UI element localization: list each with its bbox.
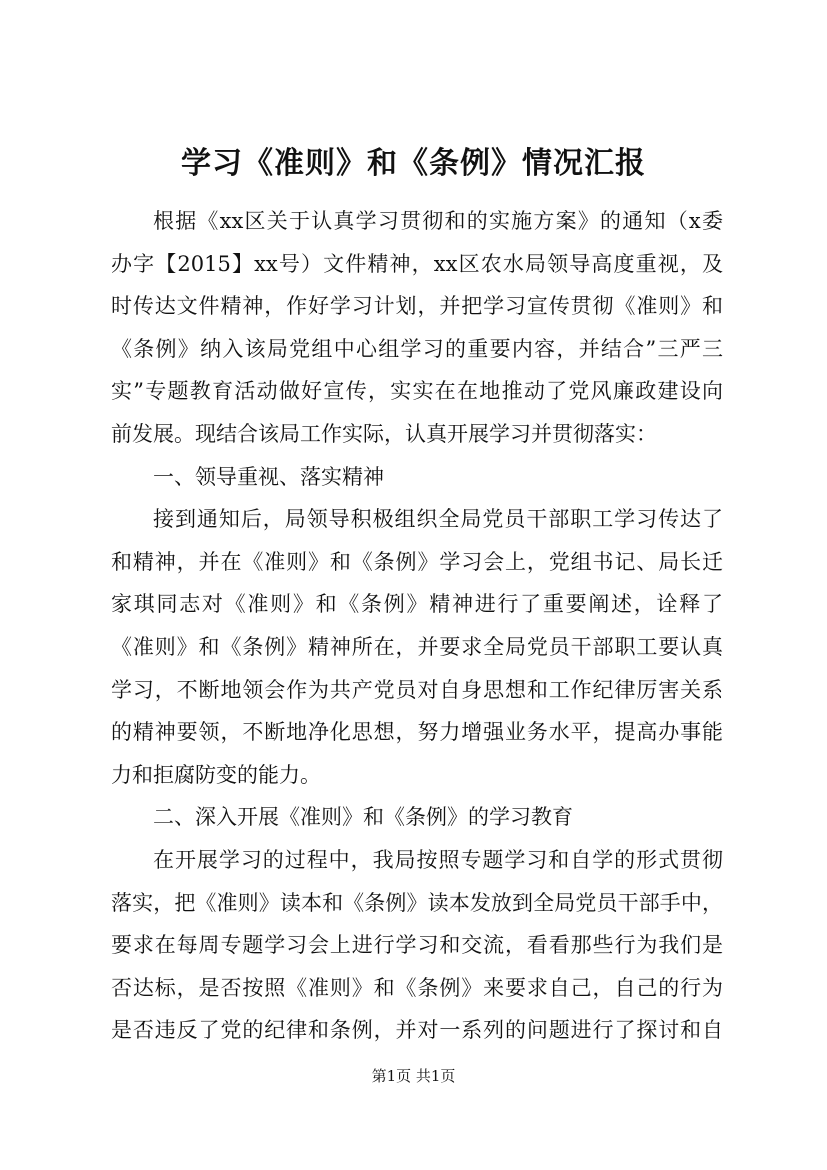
document-title: 学习《准则》和《条例》情况汇报 xyxy=(181,146,646,181)
text-line: 办字【2015】xx号）文件精神，xx区农水局领导高度重视，及 xyxy=(111,251,723,276)
text-line: 根据《xx区关于认真学习贯彻和的实施方案》的通知（x委 xyxy=(153,209,723,233)
text-line: 落实，把《准则》读本和《条例》读本发放到全局党员干部手中， xyxy=(111,890,723,915)
text-line: 接到通知后，局领导积极组织全局党员干部职工学习传达了 xyxy=(153,507,723,532)
text-line: 否达标，是否按照《准则》和《条例》来要求自己，自己的行为 xyxy=(111,975,723,1000)
text-line: 二、深入开展《准则》和《条例》的学习教育 xyxy=(153,805,573,830)
text-line: 力和拒腐防变的能力。 xyxy=(111,762,321,787)
text-line: 和精神，并在《准则》和《条例》学习会上，党组书记、局长迁 xyxy=(111,549,723,574)
text-line: 在开展学习的过程中，我局按照专题学习和自学的形式贯彻 xyxy=(153,847,723,872)
text-line: 是否违反了党的纪律和条例，并对一系列的问题进行了探讨和自 xyxy=(111,1018,723,1043)
text-line: 要求在每周专题学习会上进行学习和交流，看看那些行为我们是 xyxy=(111,933,723,958)
document-body xyxy=(111,200,723,1052)
text-line: 的精神要领，不断地净化思想，努力增强业务水平，提高办事能 xyxy=(111,720,723,745)
text-line: 一、领导重视、落实精神 xyxy=(153,464,384,489)
text-line: 实”专题教育活动做好宣传，实实在在地推动了党风廉政建设向 xyxy=(111,379,723,404)
text-line: 学习，不断地领会作为共产党员对自身思想和工作纪律厉害关系 xyxy=(111,677,723,702)
text-line: 前发展。现结合该局工作实际，认真开展学习并贯彻落实： xyxy=(111,421,657,446)
text-line: 《准则》和《条例》精神所在，并要求全局党员干部职工要认真 xyxy=(111,634,723,659)
page-footer: 第1页 共1页 xyxy=(371,1067,456,1085)
text-line: 家琪同志对《准则》和《条例》精神进行了重要阐述，诠释了 xyxy=(111,592,723,617)
text-line: 《条例》纳入该局党组中心组学习的重要内容，并结合”三严三 xyxy=(111,336,723,361)
text-line: 时传达文件精神，作好学习计划，并把学习宣传贯彻《准则》和 xyxy=(111,294,723,319)
